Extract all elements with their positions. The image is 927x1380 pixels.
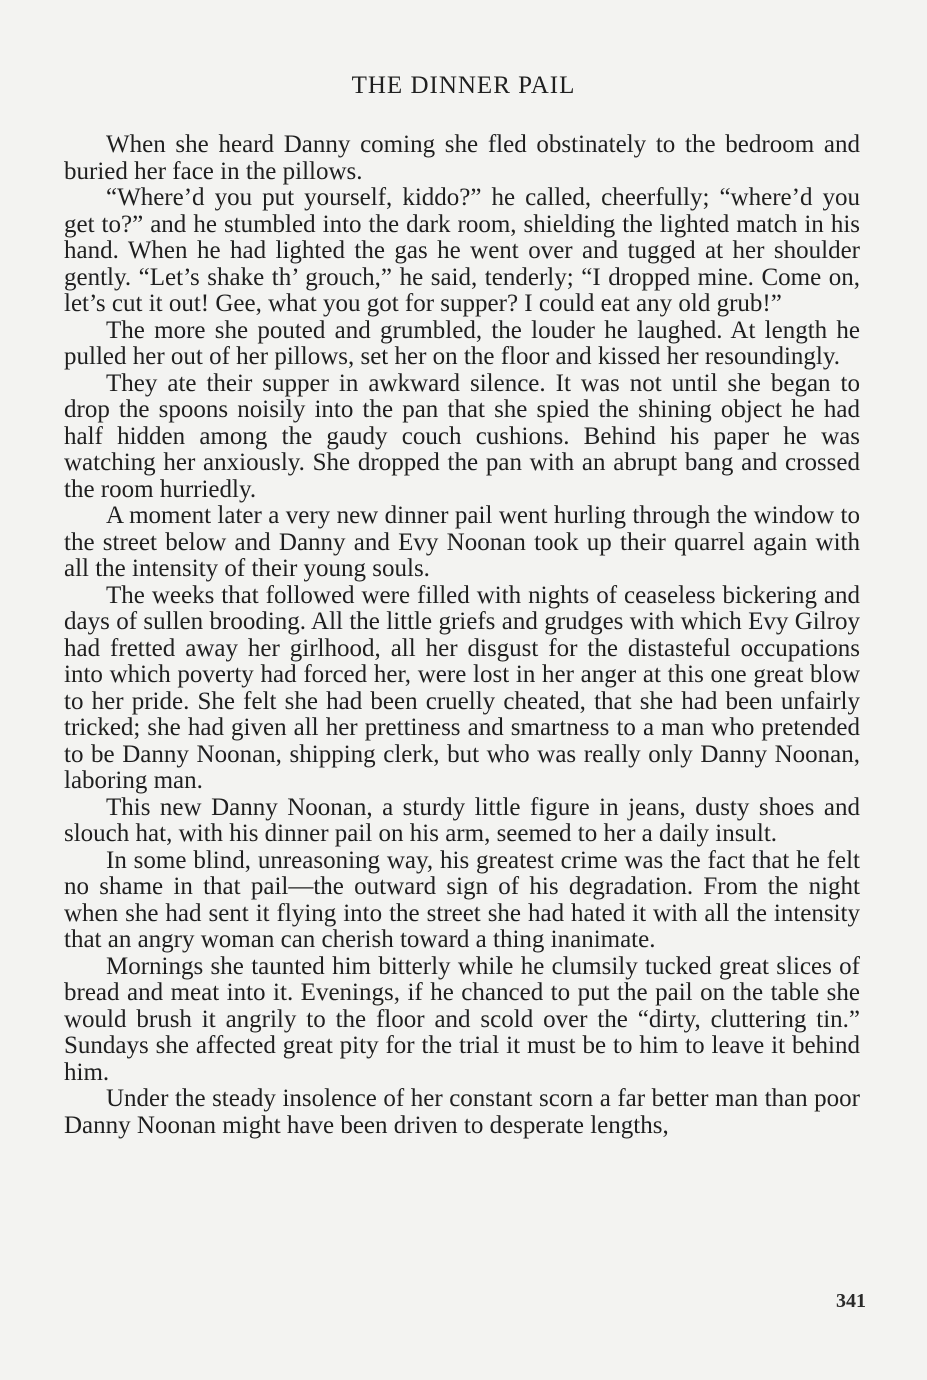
paragraph: They ate their supper in awkward silence. It was not until she began to drop the spoons noisily into the pan that she spied the shining object he had half hidden among the gaudy couch cushions. Behind his paper he was watching her anxiously. She dropped the pan with an abrupt bang and crossed the room hurriedly. bbox=[64, 369, 860, 503]
paragraph: This new Danny Noonan, a sturdy little figure in jeans, dusty shoes and slouch hat, with his dinner pail on his arm, seemed to her a daily insult. bbox=[64, 793, 860, 847]
paragraph: In some blind, unreasoning way, his greatest crime was the fact that he felt no shame in that pail—the outward sign of his degradation. From the night when she had sent it flying into the street she had hated it with all the intensity that an angry woman can cherish toward a thing inanimate. bbox=[64, 846, 860, 953]
paragraph: A moment later a very new dinner pail went hurling through the window to the street below and Danny and Evy Noonan took up their quarrel again with all the intensity of their young souls. bbox=[64, 502, 860, 582]
paragraph: When she heard Danny coming she fled obstinately to the bedroom and buried her face in the pillows. bbox=[64, 131, 860, 185]
paragraph: “Where’d you put yourself, kiddo?” he called, cheerfully; “where’d you get to?” and he stumbled into the dark room, shielding the lighted match in his hand. When he had lighted the gas he went over and tugged at her shoulder gently. “Let’s shake th’ grouch,” he said, tenderly; “I dropped mine. Come on, let’s cut it out! Gee, what you got for supper? I could eat any old grub!” bbox=[64, 184, 860, 317]
paragraph: The more she pouted and grumbled, the louder he laughed. At length he pulled her out of her pillows, set her on the floor and kissed her resoundingly. bbox=[64, 316, 860, 370]
body-text bbox=[64, 132, 860, 1139]
paragraph: Mornings she taunted him bitterly while he clumsily tucked great slices of bread and meat into it. Evenings, if he chanced to put the pail on the table she would brush it angrily to the floor and scold over the “dirty, cluttering tin.” Sundays she affected great pity for the trial it must be to him to leave it behind him. bbox=[64, 952, 860, 1086]
page-title: THE DINNER PAIL bbox=[351, 72, 576, 99]
paragraph: Under the steady insolence of her constant scorn a far better man than poor Danny Noonan might have been driven to desperate lengths, bbox=[64, 1085, 860, 1139]
paragraph: The weeks that followed were filled with nights of ceaseless bickering and days of sullen brooding. All the little griefs and grudges with which Evy Gilroy had fretted away her girlhood, all her disgust for the distasteful occupations into which poverty had forced her, were lost in her anger at this one great blow to her pride. She felt she had been cruelly cheated, that she had been unfairly tricked; she had given all her prettiness and smartness to a man who pretended to be Danny Noonan, shipping clerk, but who was really only Danny Noonan, laboring man. bbox=[64, 581, 860, 794]
page-number: 341 bbox=[836, 1290, 866, 1312]
